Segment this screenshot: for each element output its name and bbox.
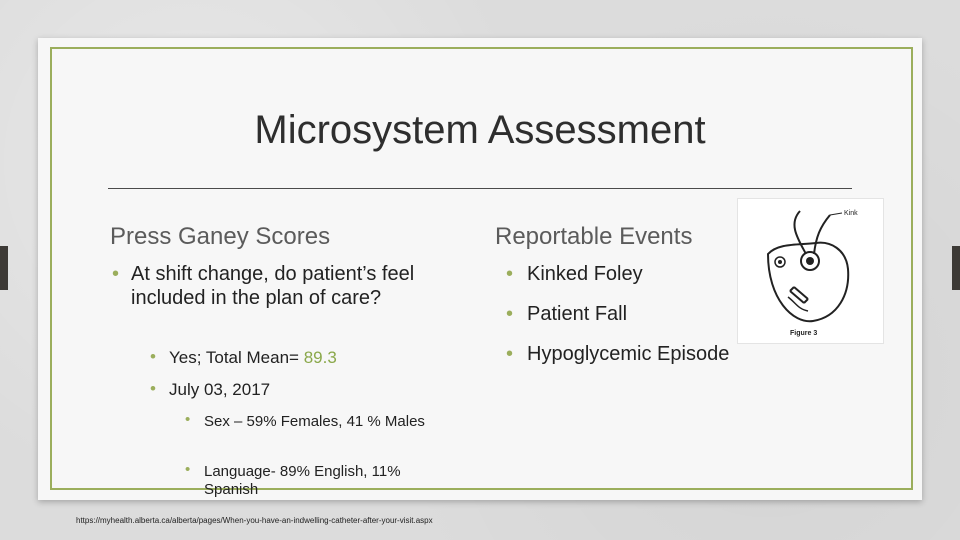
result-item xyxy=(169,347,429,368)
event-item-hypoglycemic: Hypoglycemic Episode xyxy=(527,343,730,365)
event-item-kinked-foley: Kinked Foley xyxy=(527,263,643,285)
bullet-dot: • xyxy=(185,461,191,478)
kink-label: Kink xyxy=(844,210,858,217)
language-item: Language- 89% English, 11% Spanish xyxy=(204,463,401,498)
left-edge-tab xyxy=(0,246,8,290)
bullet-dot: • xyxy=(506,303,514,325)
slide-title: Microsystem Assessment xyxy=(254,108,706,152)
question-text: At shift change, do patient’s feel included in the plan of care? xyxy=(131,263,415,309)
bullet-dot: • xyxy=(112,263,120,285)
result-label: Yes; Total Mean= xyxy=(169,348,299,367)
bullet-dot: • xyxy=(185,411,191,428)
catheter-figure xyxy=(737,198,884,344)
title-divider xyxy=(108,188,852,189)
figure-caption: Figure 3 xyxy=(790,330,818,337)
event-item-patient-fall: Patient Fall xyxy=(527,303,628,325)
bullet-dot: • xyxy=(150,379,156,398)
press-ganey-heading: Press Ganey Scores xyxy=(110,223,331,250)
bullet-dot: • xyxy=(506,343,514,365)
reportable-events-heading: Reportable Events xyxy=(495,223,693,250)
bullet-dot: • xyxy=(506,263,514,285)
bullet-dot: • xyxy=(150,347,156,366)
catheter-illustration xyxy=(738,199,883,343)
source-citation: https://myhealth.alberta.ca/alberta/pages/When-you-have-an-indwelling-catheter-after-your-visit.aspx xyxy=(76,516,433,525)
sex-item: Sex – 59% Females, 41 % Males xyxy=(204,413,425,430)
date-item: July 03, 2017 xyxy=(169,380,271,399)
right-edge-tab xyxy=(952,246,960,290)
result-value: 89.3 xyxy=(303,348,337,367)
